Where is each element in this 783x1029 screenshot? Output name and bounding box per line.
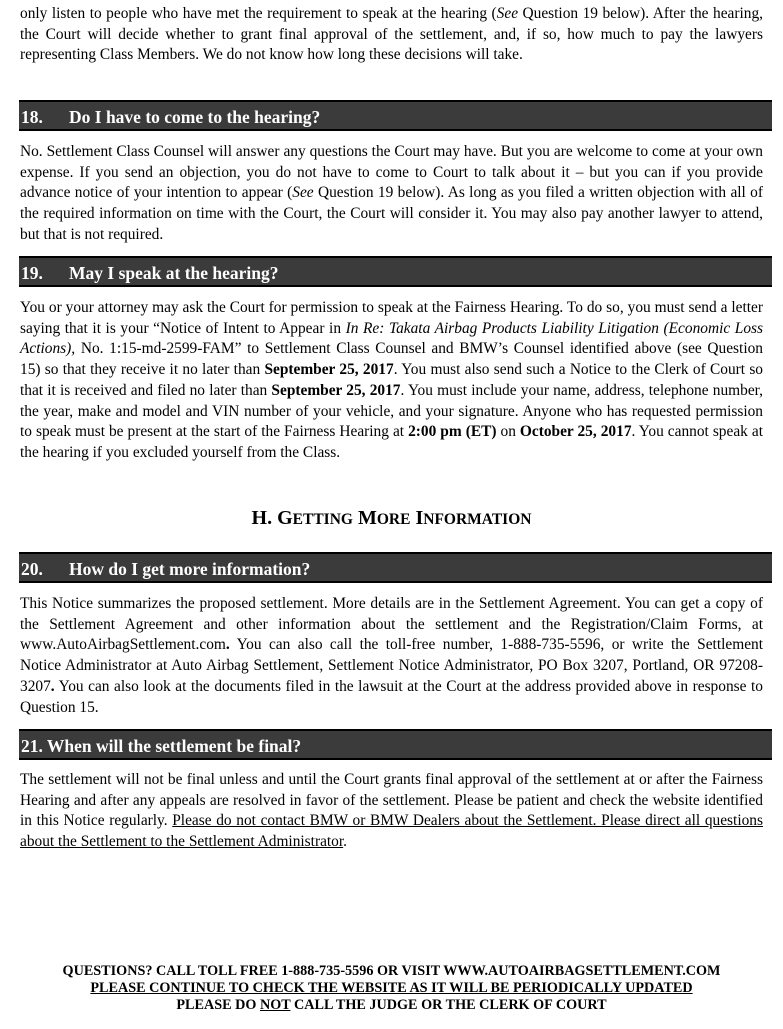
question-18-answer: No. Settlement Class Counsel will answer any questions the Court may have. But you are welcome to come at your own expense. If you send an objection, you do not have to come to Court to talk about it – but you can if you provide advance notice of your intention to appear (See Question 19 below). As long as you filed a written objection with all of the required information on time with the Court, the Court will consider it. You may also pay another lawyer to attend, but that is not required. [20,143,763,243]
question-title: May I speak at the hearing? [69,263,279,283]
question-title: How do I get more information? [69,559,311,579]
question-20-answer: This Notice summarizes the proposed settlement. More details are in the Settlement Agreement. You can get a copy of the Settlement Agreement and other information about the settlement and the Registration/Claim Forms, at www.AutoAirbagSettlement.com. You can also call the toll-free number, 1-888-735-5596, or write the Settlement Notice Administrator at Auto Airbag Settlement, Settlement Notice Administrator, PO Box 3207, Portland, OR 97208-3207. You can also look at the documents filed in the lawsuit at the Court at the address provided above in response to Question 15. [20,595,763,716]
question-18-header [19,100,772,131]
question-title: 21. When will the settlement be final? [21,736,302,756]
question-number: 18. [21,107,43,127]
question-21-header [19,729,772,760]
question-20-header [19,552,772,583]
intro-paragraph: only listen to people who have met the requirement to speak at the hearing (See Question 19 below). After the hearing, the Court will decide whether to grant final approval of the settlement, and, if so, how much to pay the lawyers representing Class Members. We do not know how long these decisions will take. [20,5,763,64]
page-footer [0,963,783,1014]
footer-contact-line: QUESTIONS? CALL TOLL FREE 1-888-735-5596 OR VISIT WWW.AUTOAIRBAGSETTLEMENT.COM [62,963,721,979]
question-19-header [19,256,772,287]
question-19-answer: You or your attorney may ask the Court for permission to speak at the Fairness Hearing. To do so, you must send a letter saying that it is your “Notice of Intent to Appear in In Re: Takata Airbag Products Liability Litigation (Economic Loss Actions), No. 1:15-md-2599-FAM” to Settlement Class Counsel and BMW’s Counsel identified above (see Question 15) so that they receive it no later than September 25, 2017. You must also send such a Notice to the Clerk of Court so that it is received and filed no later than September 25, 2017. You must include your name, address, telephone number, the year, make and model and VIN number of your vehicle, and your signature. Anyone who has requested permission to speak must be present at the start of the Fairness Hearing at 2:00 pm (ET) on October 25, 2017. You cannot speak at the hearing if you excluded yourself from the Class. [20,299,764,461]
question-21-answer: The settlement will not be final unless and until the Court grants final approval of the settlement at or after the Fairness Hearing and after any appeals are resolved in favor of the settlement. Please be patient and check the website identified in this Notice regularly. Please do not contact BMW or BMW Dealers about the Settlement. Please direct all questions about the Settlement to the Settlement Administrator. [20,771,763,851]
question-title: Do I have to come to the hearing? [69,107,321,127]
question-number: 19. [21,263,43,283]
footer-website-line: PLEASE CONTINUE TO CHECK THE WEBSITE AS IT WILL BE PERIODICALLY UPDATED [90,980,693,996]
section-heading: H. GETTING MORE INFORMATION [251,507,532,529]
question-number: 20. [21,559,43,579]
footer-warning-line: PLEASE DO NOT CALL THE JUDGE OR THE CLERK OF COURT [176,997,607,1013]
